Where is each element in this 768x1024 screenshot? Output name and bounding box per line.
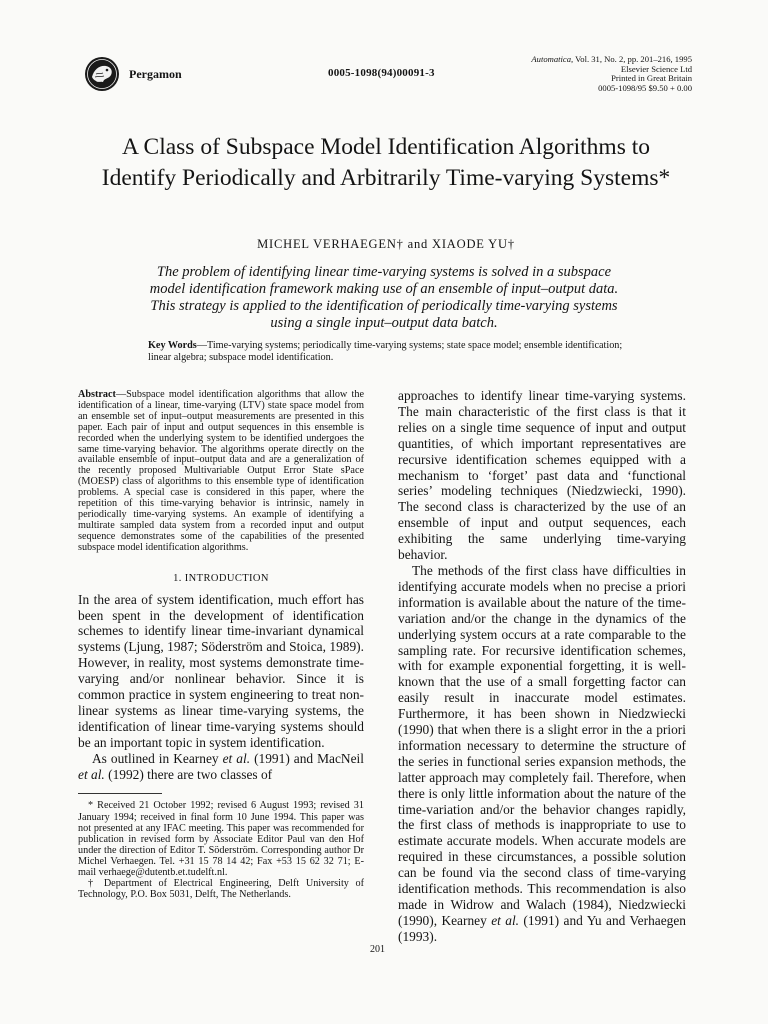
right-p2-text-b: (1991) and Yu and Verhaegen (1993). — [398, 912, 686, 944]
footnote-affiliation: † Department of Electrical Engineering, Delft University of Technology, P.O. Box 5031, Delft, The Netherlands. — [78, 878, 364, 901]
intro-p2-text-a: As outlined in Kearney — [92, 750, 223, 766]
right-column — [398, 388, 686, 945]
keywords-text: —Time-varying systems; periodically time-varying systems; state space model; ensemble identification; linear algebra; subspace model identification. — [148, 340, 623, 363]
pergamon-logo-icon — [84, 56, 120, 92]
intro-p2-text-b: (1991) and MacNeil — [250, 750, 364, 766]
doi-code: 0005-1098(94)00091-3 — [328, 67, 435, 79]
right-paragraph-1: approaches to identify linear time-varying systems. The main characteristic of the first class is that it relies on a single time sequence of input and output quantities, of which important representatives are recursive identification schemes equipped with a mechanism to ‘forget’ past data and ‘functional series’ modeling techniques (Niedzwiecki, 1990). The second class is characterized by the use of an ensemble of input and output sequences, each exhibiting the same underlying time-varying behavior. — [398, 388, 686, 563]
right-p2-text-a: The methods of the first class have difficulties in identifying accurate models when no precise a priori information is available about the nature of the time-variation and/or the change in the dynamics of the underlying system occurs at a rate comparable to the sampling rate. For recursive identification schemes, with for example exponential forgetting, it is well-known that the use of a small forgetting factor can easily result in inaccurate model estimates. Furthermore, it has been shown in Niedzwiecki (1990) that when there is a slight error in the a priori information necessary to determine the structure of the series in functional series expansion methods, the latter approach may completely fail. Therefore, when there is only little information about the nature of the time-variation and/or the behavior changes rapidly, the first class of methods is inappropriate to use to estimate accurate models. When accurate models are required in these circumstances, a possible solution can be found via the second class of time-varying identification methods. This recommendation is also made in Widrow and Walach (1984), Niedzwiecki (1990), Kearney — [398, 562, 686, 928]
footnote-divider — [78, 793, 162, 794]
left-column — [78, 390, 364, 900]
keywords-label: Key Words — [148, 340, 197, 351]
citation-price: 0005-1098/95 $9.50 + 0.00 — [598, 82, 692, 93]
citation-publisher: Elsevier Science Ltd — [620, 63, 692, 74]
publisher-name: Pergamon — [129, 67, 182, 81]
paper-authors: MICHEL VERHAEGEN† and XIAODE YU† — [257, 237, 515, 251]
right-p2-etal: et al. — [491, 912, 520, 928]
journal-name: Automatica, — [531, 54, 574, 64]
footnote-received: * Received 21 October 1992; revised 6 August 1993; revised 31 January 1994; received in final form 10 June 1994. This paper was not presented at any IFAC meeting. This paper was recommended for publication in revised form by Associate Editor Paul van den Hof under the direction of Editor T. Söderström. Corresponding author Dr Michel Verhaegen. Tel. +31 15 78 14 42; Fax +53 15 62 32 71; E-mail verhaege@dutentb.et.tudelft.nl. — [78, 800, 364, 879]
intro-p2-etal-2: et al. — [78, 766, 105, 782]
abstract-text: —Subspace model identification algorithms that allow the identification of a linear, time-varying (LTV) state space model from an ensemble set of input–output measurements are presented in this paper. Each pair of input and output sequences in this ensemble is recorded when the underlying system to be identified undergoes the same time-varying behavior. The algorithms operate directly on the available ensemble of input–output data and are a generalization of the recently proposed Multivariable Output Error State sPace (MOESP) class of algorithms to this ensemble type of identification problems. A special case is considered in this paper, where the repetition of this time-varying behavior is intrinsic, namely in periodically time-varying systems. An example of identifying a multirate sampled data system from a recorded input and output sequence demonstrates some of the capabilities of the presented subspace model identification algorithms. — [78, 389, 364, 553]
abstract — [78, 390, 364, 554]
paper-summary: The problem of identifying linear time-varying systems is solved in a subspace model identification framework making use of an ensemble of input–output data. This strategy is applied to the identification of periodically time-varying systems using a single input–output data batch. — [149, 264, 619, 331]
intro-p2-text-c: (1992) there are two classes of — [104, 766, 273, 782]
intro-p2-etal-1: et al. — [222, 750, 251, 766]
keywords — [148, 340, 628, 363]
abstract-label: Abstract — [78, 389, 116, 400]
citation-printed: Printed in Great Britain — [611, 73, 692, 84]
section-heading-introduction: 1. INTRODUCTION — [173, 572, 269, 584]
intro-paragraph-1: In the area of system identification, much effort has been spent in the development of identification schemes to identify linear time-invariant dynamical systems (Ljung, 1987; Söderström and Stoica, 1989). However, in reality, most systems demonstrate time-varying and/or nonlinear behavior. Since it is common practice in system engineering to treat non-linear systems as linear time-varying systems, the identification of linear time-varying systems should be an important topic in system identification. — [78, 591, 364, 750]
intro-paragraph-2 — [78, 751, 364, 783]
citation-block — [492, 55, 692, 93]
page-number: 201 — [370, 944, 385, 955]
citation-details: Vol. 31, No. 2, pp. 201–216, 1995 — [573, 54, 692, 64]
paper-title: A Class of Subspace Model Identification Algorithms to Identify Periodically and Arbitrarily Time-varying Systems* — [101, 134, 671, 191]
right-paragraph-2 — [398, 563, 686, 945]
footnotes — [78, 800, 364, 900]
